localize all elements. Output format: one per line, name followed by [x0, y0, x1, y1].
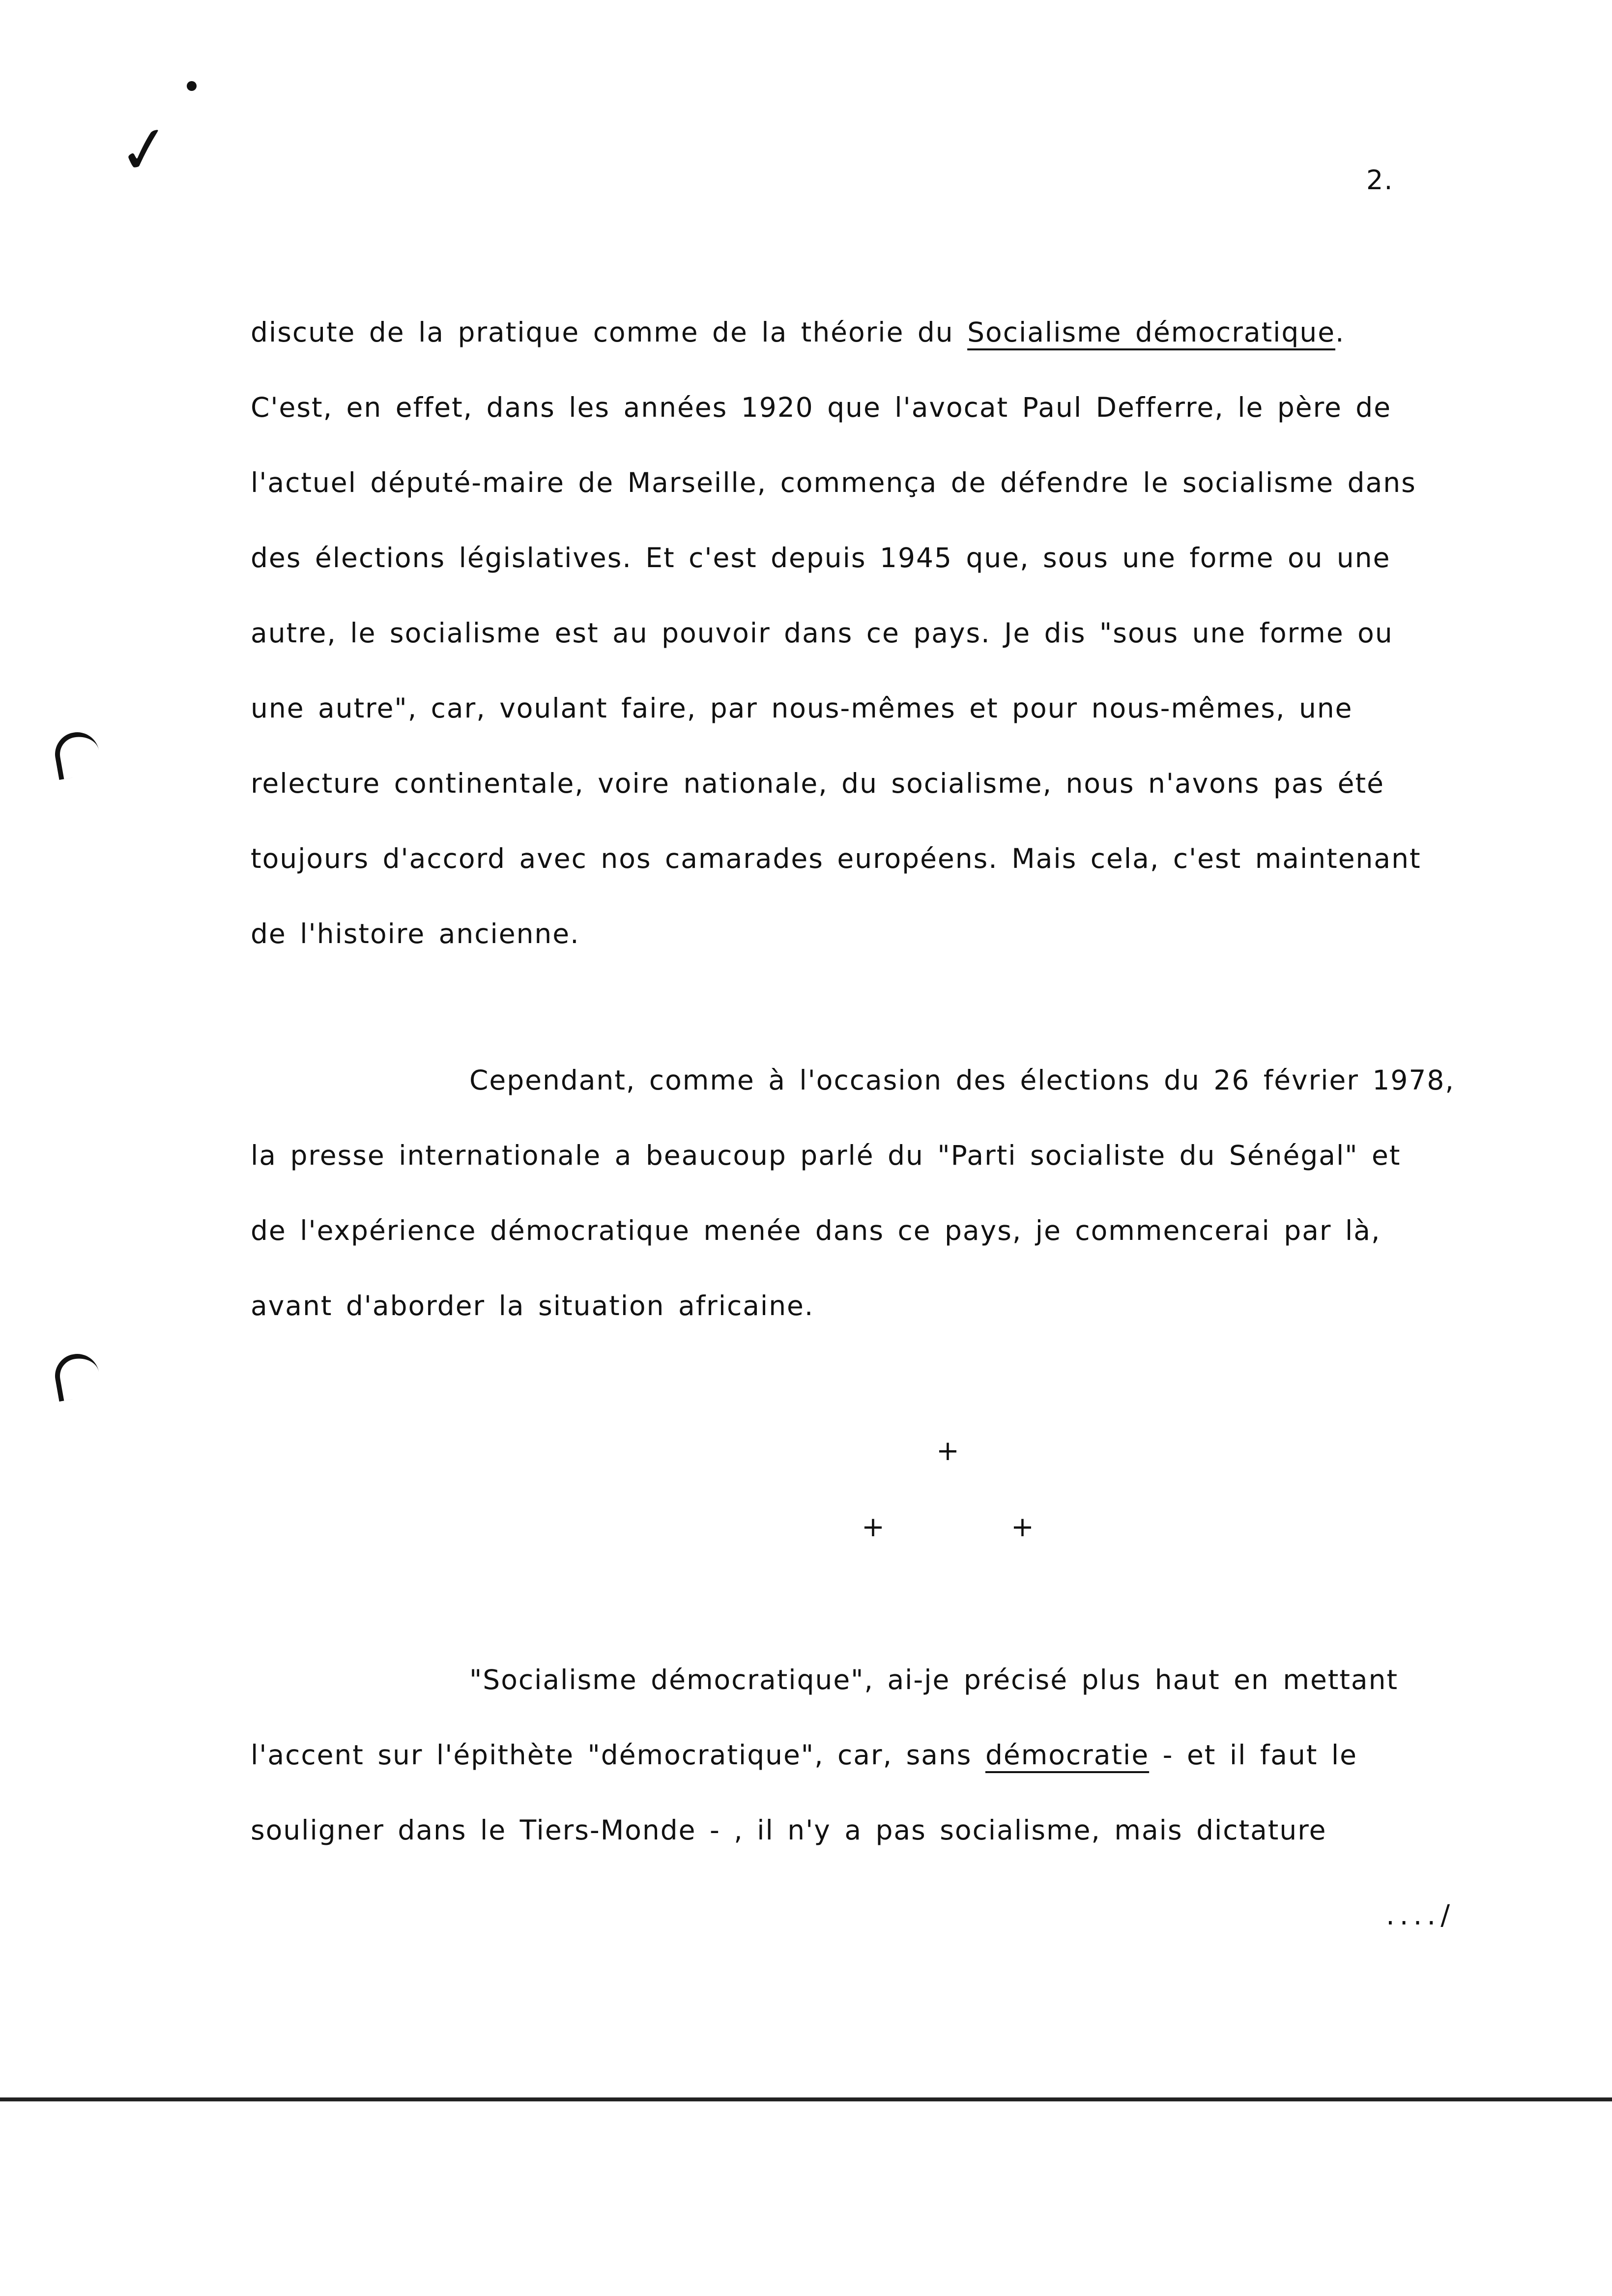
paragraph-2 [251, 1043, 1568, 1344]
paragraph-1-line-7: relecture continentale, voire nationale, du socialisme, nous n'avons pas été [251, 768, 1384, 799]
paragraph-3-line-1: "Socialisme démocratique", ai-je précisé plus haut en mettant [469, 1664, 1399, 1695]
paragraph-2-line-4: avant d'aborder la situation africaine. [251, 1290, 814, 1321]
handwritten-dot-mark [187, 81, 197, 91]
text-fragment: - et il faut le [1149, 1739, 1357, 1771]
paragraph-1-line-5: autre, le socialisme est au pouvoir dans ce pays. Je dis "sous une forme ou [251, 617, 1393, 649]
underlined-democratie: démocratie [985, 1739, 1150, 1771]
handwritten-arc-mark-bottom [52, 1350, 103, 1402]
paragraph-1-line-2: C'est, en effet, dans les années 1920 que l'avocat Paul Defferre, le père de [251, 392, 1392, 423]
section-separator-plus-left: + [862, 1511, 885, 1543]
paragraph-1 [251, 295, 1568, 972]
page-number: 2. [1366, 165, 1394, 196]
paragraph-2-line-1: Cependant, comme à l'occasion des élections du 26 février 1978, [469, 1064, 1455, 1096]
paragraph-3-line-3: souligner dans le Tiers-Monde - , il n'y a pas socialisme, mais dictature [251, 1814, 1327, 1846]
handwritten-arc-mark-top [52, 729, 103, 780]
paragraph-1-line-3: l'actuel député-maire de Marseille, commença de défendre le socialisme dans [251, 467, 1416, 498]
paragraph-1-line-1 [251, 295, 1568, 370]
paragraph-1-line-8: toujours d'accord avec nos camarades européens. Mais cela, c'est maintenant [251, 843, 1421, 874]
text-fragment: discute de la pratique comme de la théorie du [251, 316, 968, 348]
handwritten-check-mark: ✓ [113, 109, 176, 191]
text-fragment: . [1335, 316, 1345, 348]
paragraph-2-line-2: la presse internationale a beaucoup parlé du "Parti socialiste du Sénégal" et [251, 1140, 1401, 1171]
continuation-marker: ..../ [1386, 1899, 1455, 1931]
section-separator-plus-right: + [1011, 1511, 1034, 1543]
underlined-socialisme-democratique: Socialisme démocratique [967, 316, 1336, 348]
text-fragment: l'accent sur l'épithète "démocratique", car, sans [251, 1739, 985, 1771]
paragraph-3-line-2 [251, 1718, 1568, 1793]
paragraph-2-line-3: de l'expérience démocratique menée dans ce pays, je commencerai par là, [251, 1215, 1381, 1246]
paragraph-3 [251, 1642, 1568, 1868]
paragraph-1-line-4: des élections législatives. Et c'est depuis 1945 que, sous une forme ou une [251, 542, 1391, 574]
bottom-rule [0, 2097, 1612, 2101]
paragraph-1-line-6: une autre", car, voulant faire, par nous-mêmes et pour nous-mêmes, une [251, 692, 1353, 724]
paragraph-1-line-9: de l'histoire ancienne. [251, 918, 580, 949]
section-separator-plus-top: + [936, 1435, 959, 1467]
